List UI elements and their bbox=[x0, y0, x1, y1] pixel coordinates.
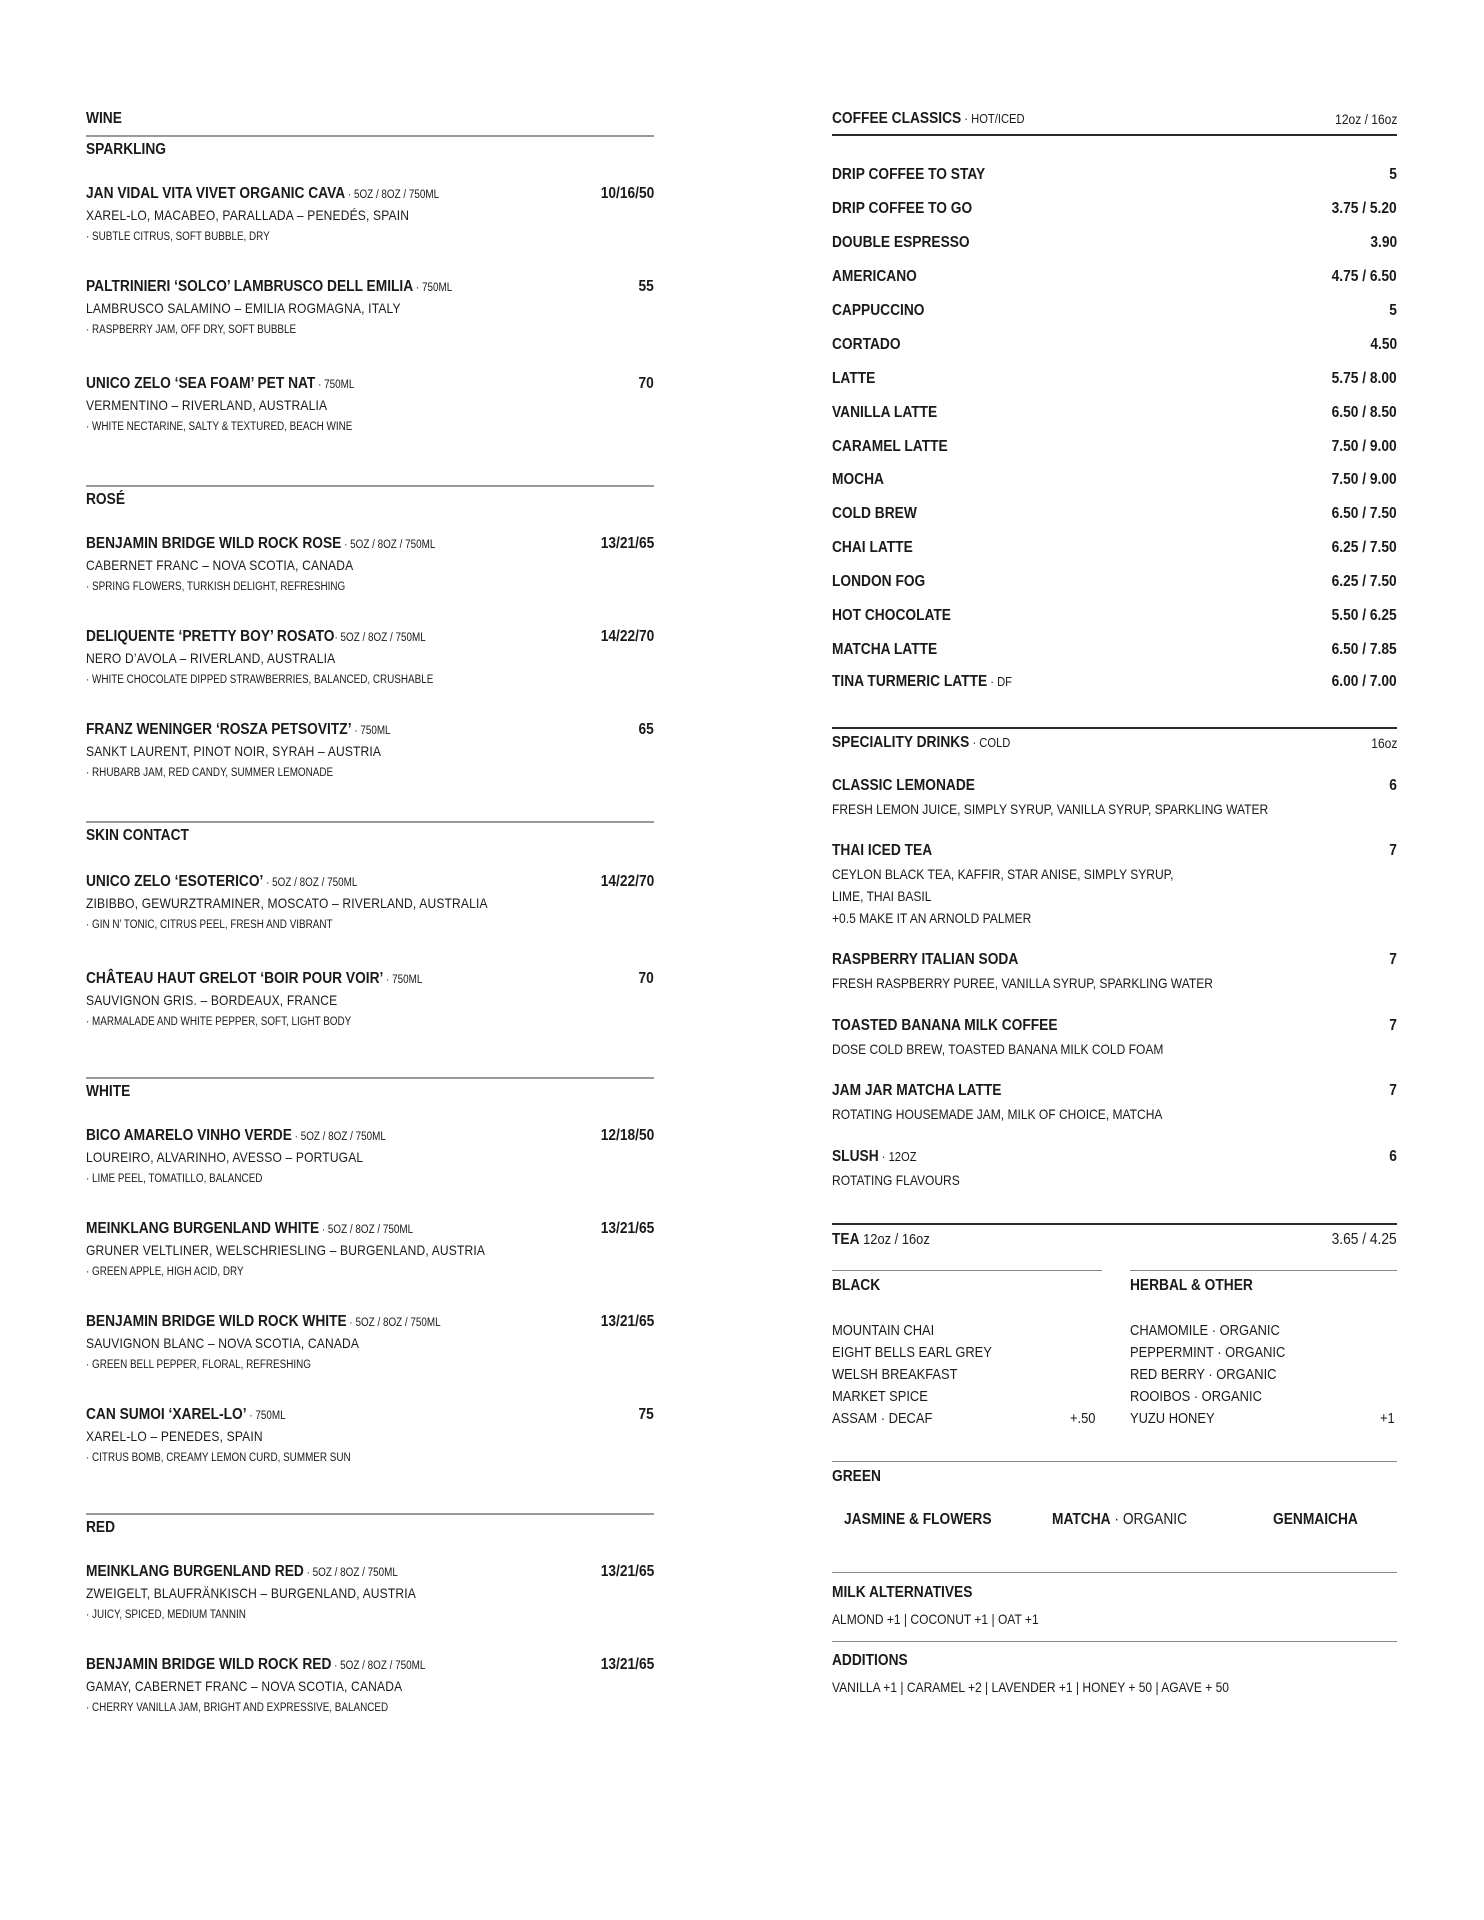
wine-item: UNICO ZELO ‘SEA FOAM’ PET NAT · 750ML 70 VERMENTINO – RIVERLAND, AUSTRALIA · WHITE NECTARINE, SALTY & TEXTURED, BEACH WINE bbox=[86, 375, 654, 433]
divider bbox=[86, 1077, 654, 1079]
wine-item: CHÂTEAU HAUT GRELOT ‘BOIR POUR VOIR’ · 750ML 70 SAUVIGNON GRIS. – BORDEAUX, FRANCE · MARMALADE AND WHITE PEPPER, SOFT, LIGHT BODY bbox=[86, 970, 654, 1028]
wine-item: FRANZ WENINGER ‘ROSZA PETSOVITZ’ · 750ML 65 SANKT LAURENT, PINOT NOIR, SYRAH – AUSTRIA · RHUBARB JAM, RED CANDY, SUMMER LEMONADE bbox=[86, 721, 654, 779]
wine-item: MEINKLANG BURGENLAND RED · 5OZ / 8OZ / 750ML 13/21/65 ZWEIGELT, BLAUFRÄNKISCH – BURGENLAND, AUSTRIA · JUICY, SPICED, MEDIUM TANNIN bbox=[86, 1563, 654, 1621]
tea-black-upcharge: +.50 bbox=[1070, 1410, 1096, 1427]
tea-green-item: JASMINE & FLOWERS bbox=[844, 1511, 992, 1528]
specialty-item: JAM JAR MATCHA LATTE 7 ROTATING HOUSEMADE JAM, MILK OF CHOICE, MATCHA bbox=[832, 1082, 1397, 1122]
section-title-white: WHITE bbox=[86, 1083, 131, 1100]
wine-price: 70 bbox=[638, 375, 654, 392]
specialty-item: CLASSIC LEMONADE 6 FRESH LEMON JUICE, SIMPLY SYRUP, VANILLA SYRUP, SPARKLING WATER bbox=[832, 777, 1397, 817]
divider bbox=[86, 1513, 654, 1515]
wine-price: 14/22/70 bbox=[600, 628, 654, 645]
milk-title: MILK ALTERNATIVES bbox=[832, 1584, 973, 1601]
tea-green-item: GENMAICHA bbox=[1273, 1511, 1358, 1528]
divider bbox=[86, 135, 654, 137]
coffee-item: CORTADO 4.50 bbox=[832, 336, 1397, 353]
specialty-item: RASPBERRY ITALIAN SODA 7 FRESH RASPBERRY PUREE, VANILLA SYRUP, SPARKLING WATER bbox=[832, 951, 1397, 991]
tea-herbal-upcharge: +1 bbox=[1380, 1410, 1395, 1427]
tea-green-item: MATCHA · ORGANIC bbox=[1052, 1511, 1188, 1528]
wine-item: UNICO ZELO ‘ESOTERICO’ · 5OZ / 8OZ / 750ML 14/22/70 ZIBIBBO, GEWURZTRAMINER, MOSCATO – RIVERLAND, AUSTRALIA · GIN N’ TONIC, CITRUS PEEL, FRESH AND VIBRANT bbox=[86, 873, 654, 931]
additions-title: ADDITIONS bbox=[832, 1652, 908, 1669]
wine-item: DELIQUENTE ‘PRETTY BOY’ ROSATO· 5OZ / 8OZ / 750ML 14/22/70 NERO D’AVOLA – RIVERLAND, AUSTRALIA · WHITE CHOCOLATE DIPPED STRAWBERRIES, BALANCED, CRUSHABLE bbox=[86, 628, 654, 686]
tea-black-list: MOUNTAIN CHAI EIGHT BELLS EARL GREY WELSH BREAKFAST MARKET SPICE ASSAM · DECAF bbox=[832, 1322, 992, 1427]
wine-price: 13/21/65 bbox=[600, 1563, 654, 1580]
coffee-item: DRIP COFFEE TO GO 3.75 / 5.20 bbox=[832, 200, 1397, 217]
coffee-header: COFFEE CLASSICS · HOT/ICED 12oz / 16oz bbox=[832, 110, 1397, 127]
wine-price: 65 bbox=[638, 721, 654, 738]
coffee-item: CARAMEL LATTE 7.50 / 9.00 bbox=[832, 438, 1397, 455]
specialty-item: SLUSH · 12OZ 6 ROTATING FLAVOURS bbox=[832, 1148, 1397, 1188]
wine-item: BENJAMIN BRIDGE WILD ROCK ROSE · 5OZ / 8OZ / 750ML 13/21/65 CABERNET FRANC – NOVA SCOTIA, CANADA · SPRING FLOWERS, TURKISH DELIGHT, REFRESHING bbox=[86, 535, 654, 593]
wine-price: 70 bbox=[638, 970, 654, 987]
coffee-item: HOT CHOCOLATE 5.50 / 6.25 bbox=[832, 607, 1397, 624]
divider bbox=[832, 727, 1397, 729]
coffee-item: MOCHA 7.50 / 9.00 bbox=[832, 471, 1397, 488]
divider bbox=[832, 1270, 1102, 1271]
coffee-item: LONDON FOG 6.25 / 7.50 bbox=[832, 573, 1397, 590]
tea-herbal-title: HERBAL & OTHER bbox=[1130, 1277, 1253, 1294]
tea-header: TEA 12oz / 16oz 3.65 / 4.25 bbox=[832, 1231, 1397, 1248]
divider bbox=[832, 1223, 1397, 1225]
divider bbox=[832, 134, 1397, 136]
tea-green-title: GREEN bbox=[832, 1468, 881, 1485]
coffee-item: VANILLA LATTE 6.50 / 8.50 bbox=[832, 404, 1397, 421]
coffee-item: DRIP COFFEE TO STAY 5 bbox=[832, 166, 1397, 183]
wine-item: CAN SUMOI ‘XAREL-LO’ · 750ML 75 XAREL-LO – PENEDES, SPAIN · CITRUS BOMB, CREAMY LEMON CURD, SUMMER SUN bbox=[86, 1406, 654, 1464]
wine-price: 13/21/65 bbox=[600, 1313, 654, 1330]
section-title-sparkling: SPARKLING bbox=[86, 141, 167, 158]
coffee-item: TINA TURMERIC LATTE · DF 6.00 / 7.00 bbox=[832, 673, 1397, 690]
coffee-item: LATTE 5.75 / 8.00 bbox=[832, 370, 1397, 387]
wine-price: 75 bbox=[638, 1406, 654, 1423]
divider bbox=[832, 1572, 1397, 1573]
coffee-item: CHAI LATTE 6.25 / 7.50 bbox=[832, 539, 1397, 556]
coffee-item: COLD BREW 6.50 / 7.50 bbox=[832, 505, 1397, 522]
tea-herbal-list: CHAMOMILE · ORGANIC PEPPERMINT · ORGANIC RED BERRY · ORGANIC ROOIBOS · ORGANIC YUZU HONEY bbox=[1130, 1322, 1286, 1427]
divider bbox=[832, 1461, 1397, 1462]
specialty-header: SPECIALITY DRINKS · COLD 16oz bbox=[832, 734, 1397, 751]
wine-price: 13/21/65 bbox=[600, 535, 654, 552]
coffee-item: MATCHA LATTE 6.50 / 7.85 bbox=[832, 641, 1397, 658]
section-title-red: RED bbox=[86, 1519, 116, 1536]
wine-item: BENJAMIN BRIDGE WILD ROCK WHITE · 5OZ / 8OZ / 750ML 13/21/65 SAUVIGNON BLANC – NOVA SCOTIA, CANADA · GREEN BELL PEPPER, FLORAL, REFRESHING bbox=[86, 1313, 654, 1371]
wine-item: BICO AMARELO VINHO VERDE · 5OZ / 8OZ / 750ML 12/18/50 LOUREIRO, ALVARINHO, AVESSO – PORTUGAL · LIME PEEL, TOMATILLO, BALANCED bbox=[86, 1127, 654, 1185]
divider bbox=[86, 485, 654, 487]
wine-item: BENJAMIN BRIDGE WILD ROCK RED · 5OZ / 8OZ / 750ML 13/21/65 GAMAY, CABERNET FRANC – NOVA SCOTIA, CANADA · CHERRY VANILLA JAM, BRIGHT AND EXPRESSIVE, BALANCED bbox=[86, 1656, 654, 1714]
tea-black-title: BLACK bbox=[832, 1277, 881, 1294]
wine-price: 10/16/50 bbox=[600, 185, 654, 202]
wine-price: 14/22/70 bbox=[600, 873, 654, 890]
wine-price: 13/21/65 bbox=[600, 1656, 654, 1673]
coffee-item: DOUBLE ESPRESSO 3.90 bbox=[832, 234, 1397, 251]
divider bbox=[86, 821, 654, 823]
wine-item: JAN VIDAL VITA VIVET ORGANIC CAVA · 5OZ / 8OZ / 750ML 10/16/50 XAREL-LO, MACABEO, PARALLADA – PENEDÉS, SPAIN · SUBTLE CITRUS, SOFT BUBBLE, DRY bbox=[86, 185, 654, 243]
specialty-item: THAI ICED TEA 7 CEYLON BLACK TEA, KAFFIR, STAR ANISE, SIMPLY SYRUP, LIME, THAI BASIL +0.5 MAKE IT AN ARNOLD PALMER bbox=[832, 842, 1397, 926]
divider bbox=[832, 1641, 1397, 1642]
coffee-item: CAPPUCCINO 5 bbox=[832, 302, 1397, 319]
milk-options: ALMOND +1 | COCONUT +1 | OAT +1 bbox=[832, 1611, 1039, 1627]
coffee-item: AMERICANO 4.75 / 6.50 bbox=[832, 268, 1397, 285]
wine-price: 12/18/50 bbox=[600, 1127, 654, 1144]
wine-price: 55 bbox=[638, 278, 654, 295]
specialty-item: TOASTED BANANA MILK COFFEE 7 DOSE COLD BREW, TOASTED BANANA MILK COLD FOAM bbox=[832, 1017, 1397, 1057]
section-title-skin-contact: SKIN CONTACT bbox=[86, 827, 189, 844]
wine-item: PALTRINIERI ‘SOLCO’ LAMBRUSCO DELL EMILIA · 750ML 55 LAMBRUSCO SALAMINO – EMILIA ROGMAGNA, ITALY · RASPBERRY JAM, OFF DRY, SOFT BUBBLE bbox=[86, 278, 654, 336]
wine-price: 13/21/65 bbox=[600, 1220, 654, 1237]
section-title-rose: ROSÉ bbox=[86, 491, 125, 508]
wine-item: MEINKLANG BURGENLAND WHITE · 5OZ / 8OZ / 750ML 13/21/65 GRUNER VELTLINER, WELSCHRIESLING – BURGENLAND, AUSTRIA · GREEN APPLE, HIGH ACID, DRY bbox=[86, 1220, 654, 1278]
additions-options: VANILLA +1 | CARAMEL +2 | LAVENDER +1 | HONEY + 50 | AGAVE + 50 bbox=[832, 1679, 1229, 1695]
divider bbox=[1130, 1270, 1397, 1271]
wine-title: WINE bbox=[86, 110, 122, 127]
